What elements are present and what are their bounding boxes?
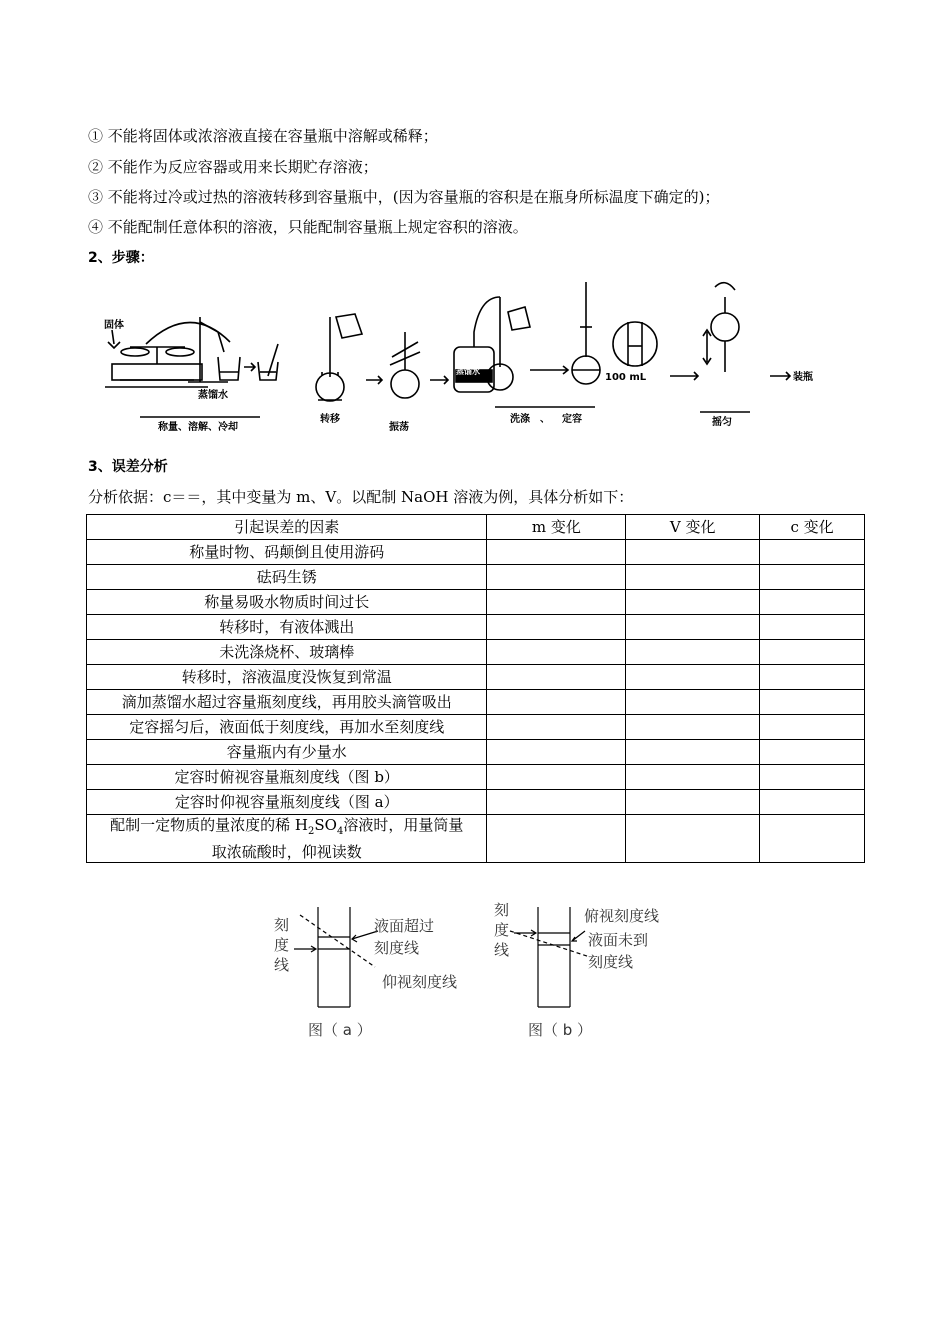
table-header-row: [87, 515, 865, 540]
row-factor: 砝码生锈: [87, 565, 487, 590]
label-transfer: 转移: [320, 414, 340, 425]
rule-3: ③ 不能将过冷或过热的溶液转移到容量瓶中，(因为容量瓶的容积是在瓶身所标温度下确定的)；: [88, 188, 720, 206]
h2so4-sub-4: 4: [336, 826, 344, 837]
row-factor: 称量易吸水物质时间过长: [87, 590, 487, 615]
fig-b-scale-3: 线: [494, 941, 510, 959]
label-shake: 振荡: [389, 422, 409, 433]
m-cell[interactable]: [487, 615, 626, 640]
c-cell[interactable]: [760, 665, 865, 690]
fig-b-scale-2: 度: [494, 921, 510, 939]
c-cell[interactable]: [760, 790, 865, 815]
v-cell[interactable]: [626, 565, 760, 590]
row-factor: 定容摇匀后，液面低于刻度线，再加水至刻度线: [87, 715, 487, 740]
v-cell[interactable]: [626, 615, 760, 640]
fig-a-caption: 图（ a ）: [308, 1021, 372, 1039]
fig-b-label-below-1: 液面未到: [588, 931, 649, 949]
v-cell[interactable]: [626, 665, 760, 690]
h2so4-text-line2: 取浓硫酸时，仰视读数: [211, 843, 362, 861]
m-cell[interactable]: [487, 540, 626, 565]
m-cell[interactable]: [487, 815, 626, 863]
fig-a-scale-2: 度: [274, 936, 290, 954]
row-factor-h2so4: [87, 815, 487, 863]
meniscus-reading-figure: [260, 895, 690, 1045]
fig-a-label-exceed-1: 液面超过: [374, 917, 435, 935]
label-wash: 洗涤: [510, 414, 530, 425]
h2so4-text-part2: SO: [314, 816, 337, 834]
analysis-basis: 分析依据：c＝＝，其中变量为 m、V。以配制 NaOH 溶液为例，具体分析如下：: [88, 488, 634, 506]
h2so4-text-part1: 配制一定物质的量浓度的稀 H: [110, 816, 308, 834]
c-cell[interactable]: [760, 590, 865, 615]
table-row: [87, 665, 865, 690]
error-analysis-table: [86, 514, 865, 863]
section-2-title: 2、步骤：: [88, 250, 154, 266]
table-row: [87, 765, 865, 790]
fig-a-scale-3: 线: [274, 956, 290, 974]
table-row: [87, 540, 865, 565]
m-cell[interactable]: [487, 765, 626, 790]
label-fix-volume: 定容: [562, 414, 582, 425]
row-factor: 转移时，有液体溅出: [87, 615, 487, 640]
label-bottle: 蒸馏水: [456, 367, 480, 376]
v-cell[interactable]: [626, 590, 760, 615]
c-cell[interactable]: [760, 715, 865, 740]
v-cell[interactable]: [626, 640, 760, 665]
rule-2: ② 不能作为反应容器或用来长期贮存溶液；: [88, 158, 378, 176]
c-cell[interactable]: [760, 765, 865, 790]
label-volume: 100 mL: [605, 372, 647, 383]
m-cell[interactable]: [487, 640, 626, 665]
label-separator: 、: [540, 414, 550, 425]
label-distilled-water: 蒸馏水: [198, 390, 228, 401]
m-cell[interactable]: [487, 740, 626, 765]
v-cell[interactable]: [626, 815, 760, 863]
m-cell[interactable]: [487, 665, 626, 690]
table-row: [87, 640, 865, 665]
row-factor: 定容时俯视容量瓶刻度线（图 b）: [87, 765, 487, 790]
m-cell[interactable]: [487, 690, 626, 715]
table-row: [87, 690, 865, 715]
v-cell[interactable]: [626, 790, 760, 815]
row-factor: 容量瓶内有少量水: [87, 740, 487, 765]
rule-1: ① 不能将固体或浓溶液直接在容量瓶中溶解或稀释；: [88, 127, 438, 145]
row-factor: 转移时，溶液温度没恢复到常温: [87, 665, 487, 690]
header-c-change: c 变化: [760, 515, 865, 540]
table-row: [87, 615, 865, 640]
c-cell[interactable]: [760, 690, 865, 715]
label-solid: 固体: [104, 320, 124, 331]
table-row: [87, 740, 865, 765]
row-factor: 未洗涤烧杯、玻璃棒: [87, 640, 487, 665]
label-weigh-dissolve-cool: 称量、溶解、冷却: [158, 422, 238, 433]
fig-b-caption: 图（ b ）: [528, 1021, 593, 1039]
header-v-change: V 变化: [626, 515, 760, 540]
c-cell[interactable]: [760, 540, 865, 565]
m-cell[interactable]: [487, 715, 626, 740]
c-cell[interactable]: [760, 815, 865, 863]
table-row: [87, 790, 865, 815]
header-factor: 引起误差的因素: [87, 515, 487, 540]
table-row: [87, 590, 865, 615]
fig-b-label-look-down: 俯视刻度线: [584, 907, 660, 925]
c-cell[interactable]: [760, 640, 865, 665]
label-invert: 摇匀: [712, 417, 732, 428]
v-cell[interactable]: [626, 690, 760, 715]
h2so4-sub-2: 2: [307, 826, 315, 837]
fig-b-label-below-2: 刻度线: [588, 953, 634, 971]
c-cell[interactable]: [760, 740, 865, 765]
rule-4: ④ 不能配制任意体积的溶液，只能配制容量瓶上规定容积的溶液。: [88, 218, 528, 236]
table-row: [87, 815, 865, 863]
table-row: [87, 715, 865, 740]
row-factor: 定容时仰视容量瓶刻度线（图 a）: [87, 790, 487, 815]
fig-a-label-look-up: 仰视刻度线: [382, 973, 458, 991]
c-cell[interactable]: [760, 565, 865, 590]
h2so4-text-part3: 溶液时，用量筒量: [343, 816, 464, 834]
header-m-change: m 变化: [487, 515, 626, 540]
v-cell[interactable]: [626, 715, 760, 740]
fig-a-scale-1: 刻: [274, 916, 290, 934]
table-row: [87, 565, 865, 590]
m-cell[interactable]: [487, 790, 626, 815]
c-cell[interactable]: [760, 615, 865, 640]
row-factor: 称量时物、码颠倒且使用游码: [87, 540, 487, 565]
fig-b-scale-1: 刻: [494, 901, 510, 919]
solution-preparation-steps-figure: [100, 272, 830, 437]
row-factor: 滴加蒸馏水超过容量瓶刻度线，再用胶头滴管吸出: [87, 690, 487, 715]
section-3-title: 3、误差分析: [88, 459, 168, 475]
fig-a-label-exceed-2: 刻度线: [374, 939, 420, 957]
label-bottling: 装瓶: [793, 372, 813, 383]
v-cell[interactable]: [626, 740, 760, 765]
m-cell[interactable]: [487, 565, 626, 590]
v-cell[interactable]: [626, 765, 760, 790]
v-cell[interactable]: [626, 540, 760, 565]
m-cell[interactable]: [487, 590, 626, 615]
